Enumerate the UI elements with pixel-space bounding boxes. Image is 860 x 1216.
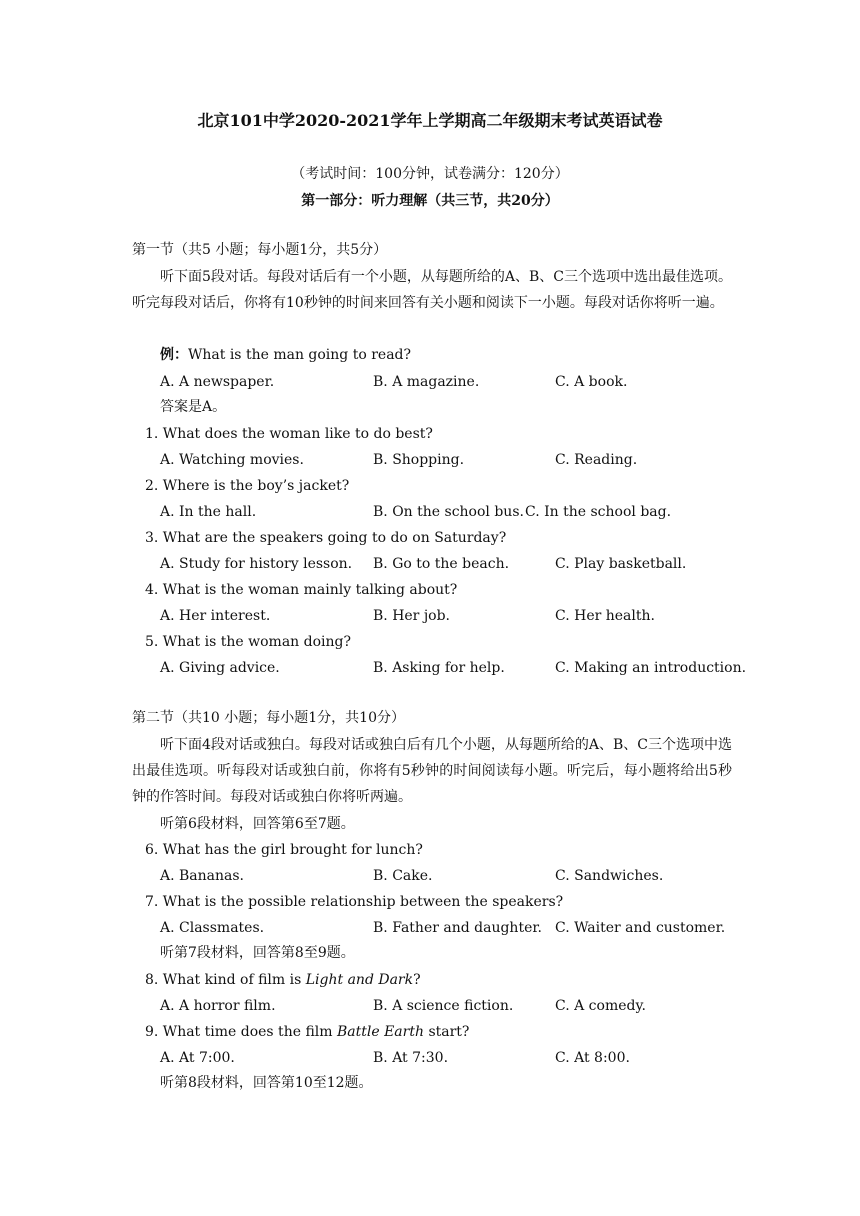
q8-text-pre: 8. What kind of film is (145, 972, 306, 988)
q9-option-c: C. At 8:00. (555, 1050, 630, 1066)
q9-text-pre: 9. What time does the film (145, 1024, 337, 1040)
q9-film-title: Battle Earth (336, 1024, 424, 1040)
question-4: 4. What is the woman mainly talking about? (145, 582, 458, 598)
q1-option-a: A. Watching movies. (160, 452, 304, 468)
question-2: 2. Where is the boy’s jacket? (145, 478, 350, 494)
q8-option-b: B. A science fiction. (373, 998, 514, 1014)
q8-text-post: ? (413, 972, 421, 988)
q7-option-b: B. Father and daughter. (373, 920, 542, 936)
question-5: 5. What is the woman doing? (145, 634, 351, 650)
example-answer: 答案是A。 (160, 399, 227, 415)
q5-option-c: C. Making an introduction. (555, 660, 747, 676)
q7-option-c: C. Waiter and customer. (555, 920, 726, 936)
q8-option-c: C. A comedy. (555, 998, 646, 1014)
q5-option-a: A. Giving advice. (160, 660, 280, 676)
example-option-a: A. A newspaper. (160, 374, 275, 390)
exam-subtitle: （考试时间：100分钟，试卷满分：120分） (291, 166, 569, 182)
q6-option-b: B. Cake. (373, 868, 433, 884)
material-8-note: 听第8段材料，回答第10至12题。 (160, 1075, 373, 1091)
q3-option-a: A. Study for history lesson. (160, 556, 353, 572)
part1-heading: 第一部分：听力理解（共三节，共20分） (301, 193, 559, 209)
q5-option-b: B. Asking for help. (373, 660, 505, 676)
q3-option-b: B. Go to the beach. (373, 556, 510, 572)
q2-option-a: A. In the hall. (160, 504, 257, 520)
q4-option-a: A. Her interest. (160, 608, 271, 624)
question-9 (145, 1022, 469, 1042)
example-option-c: C. A book. (555, 374, 628, 390)
example-line (160, 345, 411, 365)
q6-option-c: C. Sandwiches. (555, 868, 664, 884)
q7-option-a: A. Classmates. (160, 920, 265, 936)
question-1: 1. What does the woman like to do best? (145, 426, 433, 442)
q9-option-b: B. At 7:30. (373, 1050, 449, 1066)
example-option-b: B. A magazine. (373, 374, 480, 390)
q1-option-b: B. Shopping. (373, 452, 465, 468)
q1-option-c: C. Reading. (555, 452, 638, 468)
question-7: 7. What is the possible relationship between the speakers? (145, 894, 564, 910)
section2-heading: 第二节（共10 小题；每小题1分，共10分） (132, 710, 405, 726)
q4-option-b: B. Her job. (373, 608, 451, 624)
material-7-note: 听第7段材料，回答第8至9题。 (160, 945, 355, 961)
section1-instructions: 听下面5段对话。每段对话后有一个小题，从每题所给的A、B、C三个选项中选出最佳选项。听完每段对话后，你将有10秒钟的时间来回答有关小题和阅读下一小题。每段对话你将听一遍。 (132, 269, 733, 311)
q2-option-c: C. In the school bag. (525, 504, 672, 520)
question-6: 6. What has the girl brought for lunch? (145, 842, 423, 858)
q6-option-a: A. Bananas. (160, 868, 245, 884)
example-question: What is the man going to read? (188, 347, 412, 363)
question-8 (145, 970, 421, 990)
q4-option-c: C. Her health. (555, 608, 655, 624)
q9-option-a: A. At 7:00. (160, 1050, 235, 1066)
q8-option-a: A. A horror film. (160, 998, 276, 1014)
q9-text-post: start? (424, 1024, 470, 1040)
exam-title: 北京101中学2020-2021学年上学期高二年级期末考试英语试卷 (197, 111, 663, 130)
material-6-note: 听第6段材料，回答第6至7题。 (160, 816, 355, 832)
q8-film-title: Light and Dark (305, 972, 414, 988)
question-3: 3. What are the speakers going to do on Saturday? (145, 530, 507, 546)
q3-option-c: C. Play basketball. (555, 556, 687, 572)
example-label: 例： (160, 347, 188, 363)
section2-instructions: 听下面4段对话或独白。每段对话或独白后有几个小题，从每题所给的A、B、C三个选项中选出最佳选项。听每段对话或独白前，你将有5秒钟的时间阅读每小题。听完后，每小题将给出5秒钟的作答时间。每段对话或独白你将听两遍。 (132, 737, 733, 805)
section1-heading: 第一节（共5 小题；每小题1分，共5分） (132, 242, 388, 258)
q2-option-b: B. On the school bus. (373, 504, 524, 520)
